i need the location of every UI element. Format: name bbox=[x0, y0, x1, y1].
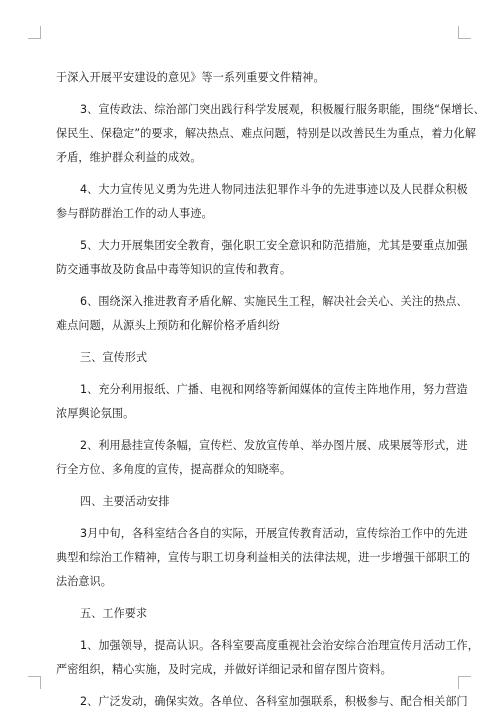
text-line: 1、充分利用报纸、广播、电视和网络等新闻媒体的宣传主阵地作用，努力营造 bbox=[80, 383, 468, 396]
text-line: 五、工作要求 bbox=[80, 607, 148, 620]
text-line: 严密组织，精心实施，及时完成，并做好详细记录和留存图片资料。 bbox=[56, 663, 392, 676]
crop-mark-bottom-right bbox=[458, 676, 471, 689]
crop-mark-top-right bbox=[458, 26, 471, 39]
text-line: 3、宣传政法、综治部门突出践行科学发展观，积极履行服务职能，围绕“保增长、 bbox=[80, 103, 485, 116]
text-line: 保民生、保稳定”的要求，解决热点、难点问题，特别是以改善民生为重点，着力化解 bbox=[56, 127, 477, 140]
text-line: 1、加强领导，提高认识。各科室要高度重视社会治安综合治理宣传月活动工作， bbox=[80, 639, 479, 652]
text-line: 参与群防群治工作的动人事迹。 bbox=[56, 207, 213, 220]
text-line: 矛盾，维护群众利益的成效。 bbox=[56, 151, 202, 164]
text-line: 2、广泛发动，确保实效。各单位、各科室加强联系，积极参与、配合相关部门 bbox=[80, 695, 468, 708]
crop-mark-top-left bbox=[28, 26, 41, 39]
text-line: 法治意识。 bbox=[56, 575, 112, 588]
text-line: 防交通事故及防食品中毒等知识的宣传和教育。 bbox=[56, 263, 292, 276]
text-line: 行全方位、多角度的宣传，提高群众的知晓率。 bbox=[56, 463, 292, 476]
text-line: 三、宣传形式 bbox=[80, 351, 148, 364]
text-line: 6、围绕深入推进教育矛盾化解、实施民生工程，解决社会关心、关注的热点、 bbox=[80, 295, 468, 308]
crop-mark-bottom-left bbox=[28, 676, 41, 689]
text-line: 四、主要活动安排 bbox=[80, 495, 170, 508]
text-line: 5、大力开展集团安全教育，强化职工安全意识和防范措施，尤其是要重点加强 bbox=[80, 239, 468, 252]
text-line: 浓厚舆论氛围。 bbox=[56, 407, 135, 420]
text-line: 于深入开展平安建设的意见》等一系列重要文件精神。 bbox=[56, 71, 325, 84]
text-line: 3月中旬，各科室结合各自的实际，开展宣传教育活动，宣传综治工作中的先进 bbox=[80, 527, 468, 540]
text-line: 难点问题，从源头上预防和化解价格矛盾纠纷 bbox=[56, 319, 280, 332]
text-line: 2、利用悬挂宣传条幅，宣传栏、发放宣传单、举办图片展、成果展等形式，进 bbox=[80, 439, 468, 452]
text-line: 典型和综治工作精神，宣传与职工切身利益相关的法律法规，进一步增强干部职工的 bbox=[56, 551, 471, 564]
text-line: 4、大力宣传见义勇为先进人物同违法犯罪作斗争的先进事迹以及人民群众积极 bbox=[80, 183, 468, 196]
document-body bbox=[56, 66, 485, 714]
